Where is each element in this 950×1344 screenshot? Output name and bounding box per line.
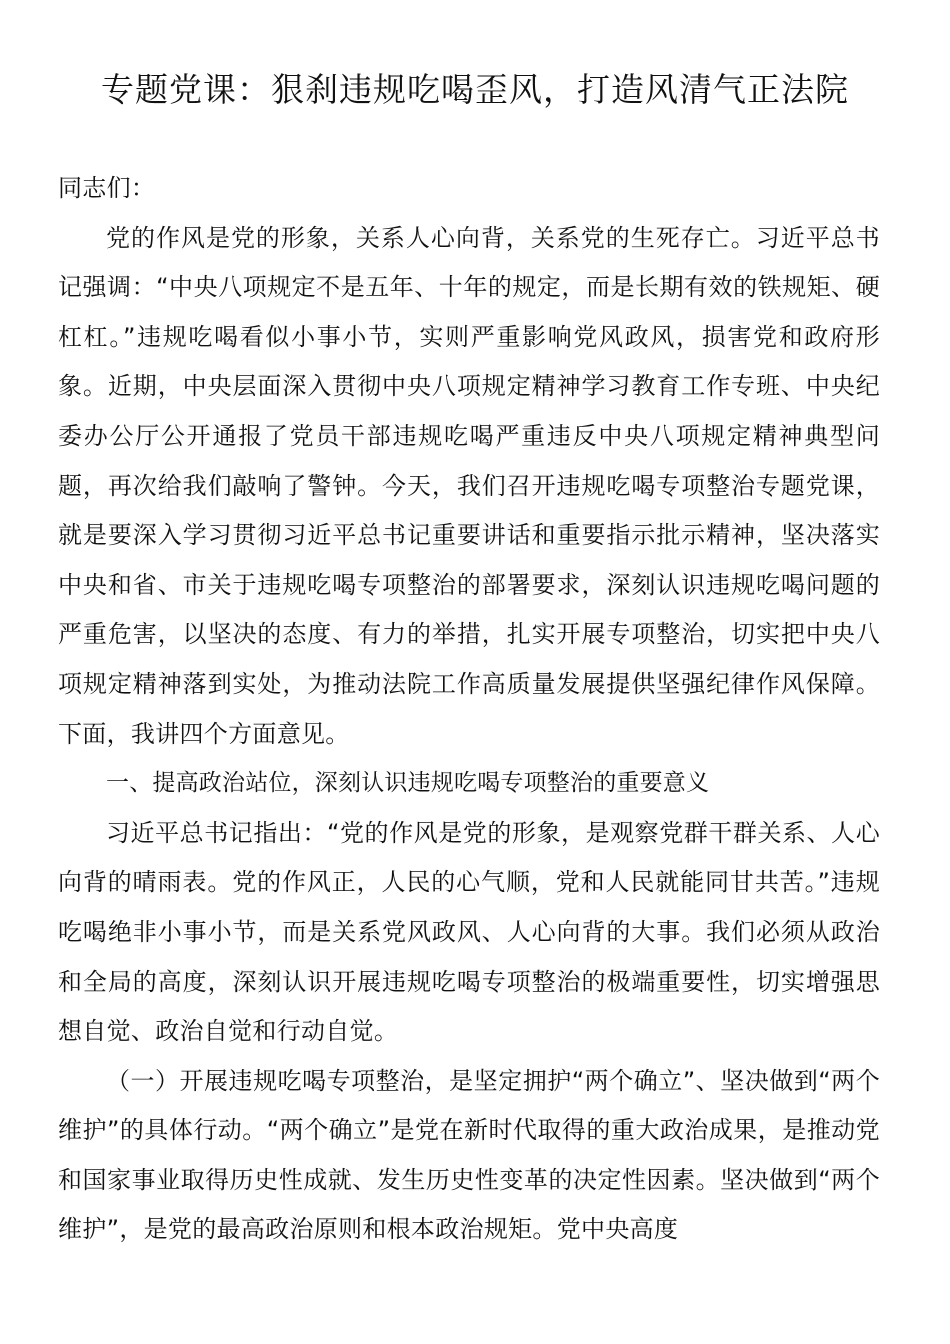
intro-paragraph: 党的作风是党的形象，关系人心向背，关系党的生死存亡。习近平总书记强调：“中央八项规定不是五年、十年的规定，而是长期有效的铁规矩、硬杠杠。”违规吃喝看似小事小节，实则严重影响党风政风，损害党和政府形象。近期，中央层面深入贯彻中央八项规定精神学习教育工作专班、中央纪委办公厅公开通报了党员干部违规吃喝严重违反中央八项规定精神典型问题，再次给我们敲响了警钟。今天，我们召开违规吃喝专项整治专题党课，就是要深入学习贯彻习近平总书记重要讲话和重要指示批示精神，坚决落实中央和省、市关于违规吃喝专项整治的部署要求，深刻认识违规吃喝问题的严重危害，以坚决的态度、有力的举措，扎实开展专项整治，切实把中央八项规定精神落到实处，为推动法院工作高质量发展提供坚强纪律作风保障。下面，我讲四个方面意见。 [58, 223, 880, 748]
document-title: 专题党课：狠刹违规吃喝歪风，打造风清气正法院 [101, 70, 849, 109]
section-paragraph-2: （一）开展违规吃喝专项整治，是坚定拥护“两个确立”、坚决做到“两个维护”的具体行动。“两个确立”是党在新时代取得的重大政治成果，是推动党和国家事业取得历史性成就、发生历史性变革的决定性因素。坚决做到“两个维护”，是党的最高政治原则和根本政治规矩。党中央高度 [58, 1066, 880, 1244]
section-paragraph-1: 习近平总书记指出：“党的作风是党的形象，是观察党群干群关系、人心向背的晴雨表。党的作风正，人民的心气顺，党和人民就能同甘共苦。”违规吃喝绝非小事小节，而是关系党风政风、人心向背的大事。我们必须从政治和全局的高度，深刻认识开展违规吃喝专项整治的极端重要性，切实增强思想自觉、政治自觉和行动自觉。 [58, 818, 880, 1046]
section-heading: 一、提高政治站位，深刻认识违规吃喝专项整治的重要意义 [106, 770, 710, 797]
salutation: 同志们： [58, 174, 156, 202]
document-body [58, 164, 880, 1255]
